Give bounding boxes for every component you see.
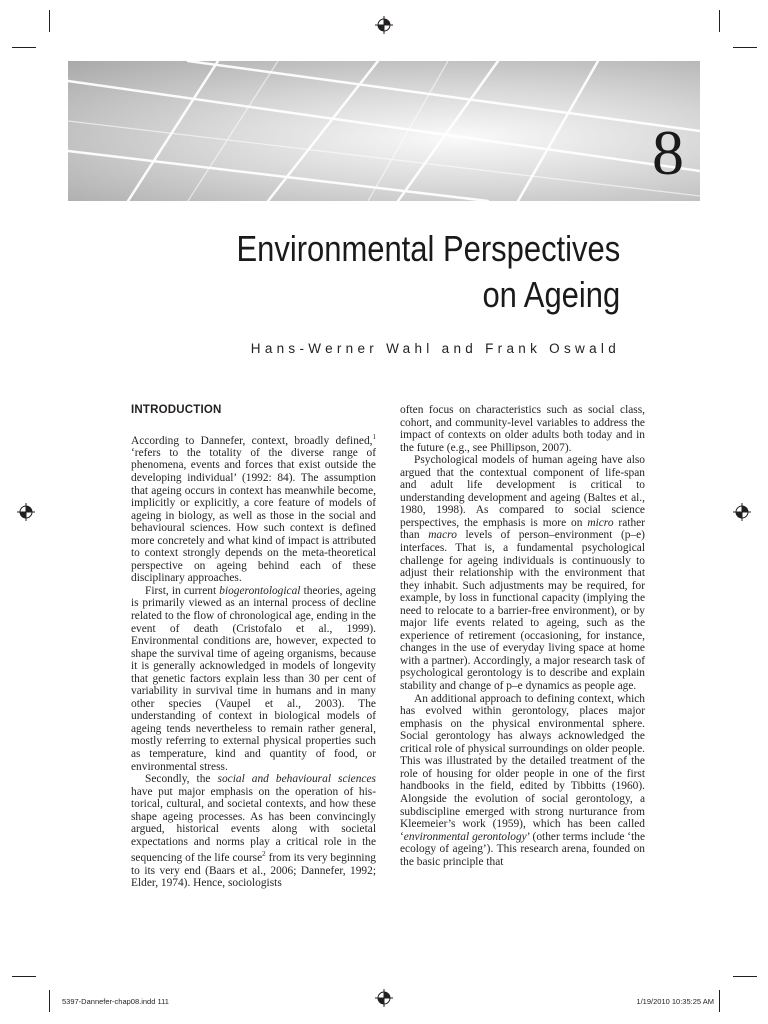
paragraph: [131, 431, 376, 585]
crop-mark-top-left-h: [12, 47, 36, 48]
text-run: Psychological models of human ageing have also argued that the contextual component of life-span and adult life development is critical to understanding development and ageing (Baltes et al., 1980, 1998). As compared to social science perspectives, the emphasis is more on: [400, 454, 645, 529]
text-run: from its very beginning to its very end (Baars et al., 2006; Dannefer, 1992; Elder, 1974). Hence, sociologists: [131, 852, 376, 890]
chapter-title-line-2: on Ageing: [482, 274, 620, 315]
italic-term: macro: [428, 529, 457, 542]
text-run: rather than: [400, 516, 645, 542]
paragraph: often focus on characteristics such as social class, cohort, and community-level variables to address the impact of contexts on older adults both today and in the future (e.g., see Phillipson, 2007).: [400, 404, 645, 454]
registration-mark-top-icon: [375, 16, 393, 34]
italic-term: micro: [587, 516, 614, 529]
crop-mark-bottom-right-v: [719, 990, 720, 1012]
paragraph: [400, 693, 645, 869]
italic-term: environmental gerontology: [403, 830, 527, 843]
text-run: According to Dannefer, context, broadly defined,: [131, 434, 373, 447]
text-run: theories, ageing is primarily viewed as an internal process of decline related to the flow of chronological age, ending in the event of death (Cristofalo et al., 1999). Environmental conditions are, however, expected to shape the survival time of ageing organisms, because it is generally acknowledged in models of longevity that genetic factors explain less than 30 per cent of variability in survival time in humans and in many other species (Vaupel et al., 2003). The understanding of context in biological models of ageing tends nevertheless to remain rather general, mostly referring to external physical properties such as temperature, kind and quantity of food, or environmental stress.: [131, 584, 376, 773]
italic-term: biogerontological: [219, 584, 301, 597]
paragraph: [400, 454, 645, 692]
chapter-number: 8: [652, 117, 684, 188]
slug-timestamp: 1/19/2010 10:35:25 AM: [636, 997, 714, 1006]
footnote-ref: 2: [262, 850, 266, 859]
registration-mark-bottom-icon: [375, 989, 393, 1007]
crop-mark-top-right-v: [719, 10, 720, 32]
chapter-banner: [68, 61, 700, 201]
text-run: Secondly, the: [145, 773, 218, 786]
text-run: An additional approach to defining context, which has evolved within gerontology, places major emphasis on the physical environmental sphere. Social gerontology has always acknowledged the critical role of physical surroundings on older people. This was illustrated by the detailed treatment of the role of housing for older people in one of the first handbooks in the field, edited by Tibbitts (1960). Alongside the evolution of social gerontology, a subdiscipline emerged with strong nurturance from Kleemeier’s work (1959), which has been called ‘: [400, 692, 645, 843]
text-run: First, in current: [145, 584, 220, 597]
paragraph: [131, 585, 376, 773]
section-heading: INTRODUCTION: [131, 404, 222, 416]
registration-mark-left-icon: [17, 503, 35, 521]
chapter-authors: Hans-Werner Wahl and Frank Oswald: [250, 341, 620, 356]
text-run: have put major emphasis on the operation of historical, cultural, and societal contexts, and how these shape ageing processes. As has been convincingly argued, historical events along with societal expectations and norms play a critical role in the sequencing of the life course: [131, 785, 376, 865]
italic-term: social and behavioural sciences: [217, 773, 376, 786]
footnote-ref: 1: [372, 432, 376, 441]
crop-mark-bottom-left-v: [49, 990, 50, 1012]
text-column-right: [400, 404, 645, 868]
text-column-left: [131, 400, 376, 890]
crop-mark-bottom-right-h: [733, 976, 757, 977]
text-run: ‘refers to the totality of the diverse range of phenomena, events and forces that exist outside the developing individual’ (1992: 84). The assumption that ageing occurs in context has meanwhile become, implicitly or explicitly, a core feature of models of ageing in biology, as well as those in the social and behavioural sciences. How such context is defined more concretely and what kind of impact is attributed to context strongly depends on the meta-theoretical perspective on ageing behind each of these disciplinary approaches.: [131, 446, 376, 585]
registration-mark-right-icon: [733, 503, 751, 521]
crop-mark-top-right-h: [733, 47, 757, 48]
chapter-title: [236, 226, 620, 318]
paragraph: [131, 773, 376, 890]
crop-mark-bottom-left-h: [12, 976, 36, 977]
chapter-title-line-1: Environmental Perspectives: [236, 228, 620, 269]
slug-file-info: 5397-Dannefer-chap08.indd 111: [62, 997, 169, 1006]
banner-light-streaks: [68, 61, 700, 201]
text-run: ’ (other terms include ‘the ecology of ageing’). This research arena, founded on the basic principle that: [400, 830, 646, 868]
crop-mark-top-left-v: [49, 10, 50, 32]
text-run: levels of person–environment (p–e) interfaces. That is, a fundamental psychological challenge for ageing individuals is continuously to adjust their relationship with the environment that they inhabit. Such adjustments may be required, for example, by loss in functional capacity (implying the need to relocate to a barrier-free environment), or by major life events related to ageing, such as the experience of retirement (occasioning, for instance, changes in the use of everyday living space at home with a partner). Accordingly, a major research task of psychological gerontology is to describe and explain stability and change of p–e dynamics as people age.: [400, 529, 645, 693]
